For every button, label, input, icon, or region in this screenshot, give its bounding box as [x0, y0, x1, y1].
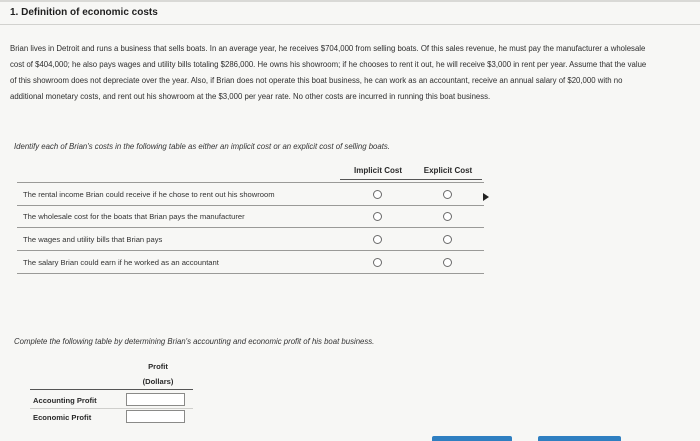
implicit-radio[interactable] — [373, 190, 382, 199]
question-paragraph: Brian lives in Detroit and runs a business that sells boats. In an average year, he receives $704,000 from selling boats. Of this sales revenue, he must pay the manufacturer a wholesale cost of $404,000; he also pays wages and utility bills totaling $286,000. He owns his showroom; if he chooses to rent it out, he will receive $3,000 in rent per year. Assume that the value of this showroom does not depreciate over the year. Also, if Brian does not operate this boat business, he can work as an accountant, receive an annual salary of $20,000 with no additional monetary costs, and rent out his showroom at the $3,000 per year rate. No other costs are incurred in running this boat business. — [10, 44, 647, 101]
accounting-profit-label: Accounting Profit — [33, 396, 97, 405]
heading-divider — [0, 24, 700, 25]
profit-table-instruction: Complete the following table by determining Brian's accounting and economic profit of his boat business. — [14, 337, 375, 346]
economic-profit-input[interactable] — [126, 410, 185, 423]
explicit-radio[interactable] — [443, 190, 452, 199]
implicit-radio[interactable] — [373, 212, 382, 221]
implicit-cost-header: Implicit Cost — [353, 166, 402, 175]
explicit-radio[interactable] — [443, 212, 452, 221]
table-row — [17, 228, 484, 251]
implicit-radio[interactable] — [373, 258, 382, 267]
accounting-profit-input[interactable] — [126, 393, 185, 406]
explicit-cost-header: Explicit Cost — [423, 166, 473, 175]
explicit-radio[interactable] — [443, 235, 452, 244]
profit-row-divider — [30, 408, 193, 409]
action-button-1[interactable] — [432, 436, 512, 441]
header-underline — [340, 179, 482, 180]
table-row — [17, 205, 484, 228]
top-divider — [0, 0, 700, 2]
row-label: The wholesale cost for the boats that Brian pays the manufacturer — [23, 212, 245, 221]
mouse-cursor-icon — [483, 193, 489, 201]
row-label: The salary Brian could earn if he worked as an accountant — [23, 258, 219, 267]
cost-table-instruction: Identify each of Brian's costs in the following table as either an implicit cost or an explicit cost of selling boats. — [14, 142, 390, 151]
question-heading: 1. Definition of economic costs — [10, 7, 158, 18]
row-label: The wages and utility bills that Brian pays — [23, 235, 163, 244]
profit-header: Profit — [148, 362, 168, 371]
table-row — [17, 251, 484, 274]
profit-header-underline — [30, 389, 193, 390]
explicit-radio[interactable] — [443, 258, 452, 267]
implicit-radio[interactable] — [373, 235, 382, 244]
row-label: The rental income Brian could receive if he chose to rent out his showroom — [23, 190, 275, 199]
action-button-2[interactable] — [538, 436, 621, 441]
table-row — [17, 182, 484, 206]
economic-profit-label: Economic Profit — [33, 413, 92, 422]
profit-units-header: (Dollars) — [142, 377, 174, 386]
